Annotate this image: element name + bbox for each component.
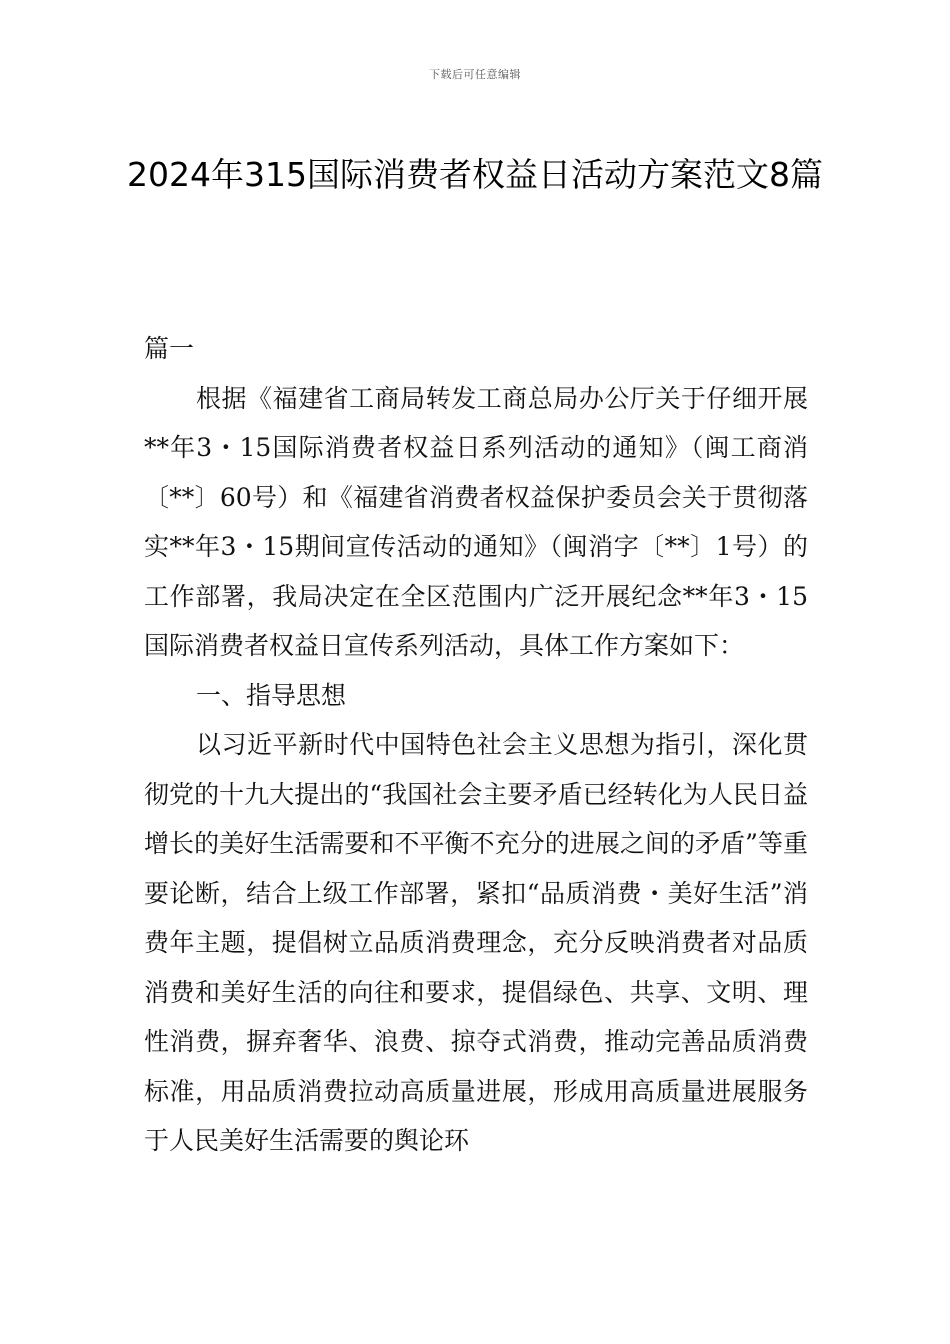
document-title: 2024年315国际消费者权益日活动方案范文8篇 bbox=[127, 155, 823, 194]
paragraph-intro: 根据《福建省工商局转发工商总局办公厅关于仔细开展**年3・15国际消费者权益日系列活动的通知》（闽工商消〔**〕60号）和《福建省消费者权益保护委员会关于贯彻落实**年3・15期间宣传活动的通知》（闽消字〔**〕1号）的工作部署，我局决定在全区范围内广泛开展纪念**年3・15国际消费者权益日宣传系列活动，具体工作方案如下： bbox=[144, 383, 809, 660]
paragraph-guiding-ideology: 以习近平新时代中国特色社会主义思想为指引，深化贯彻党的十九大提出的“我国社会主要矛盾已经转化为人民日益增长的美好生活需要和不平衡不充分的进展之间的矛盾”等重要论断，结合上级工作部署，紧扣“品质消费・美好生活”消费年主题，提倡树立品质消费理念，充分反映消费者对品质消费和美好生活的向往和要求，提倡绿色、共享、文明、理性消费，摒弃奢华、浪费、掠夺式消费，推动完善品质消费标准，用品质消费拉动高质量进展，形成用高质量进展服务于人民美好生活需要的舆论环 bbox=[144, 730, 808, 1155]
section-label: 篇一 bbox=[144, 334, 195, 363]
page-header-note: 下载后可任意编辑 bbox=[429, 68, 521, 81]
heading-guiding-ideology: 一、指导思想 bbox=[196, 680, 347, 710]
document-body bbox=[144, 324, 808, 1166]
